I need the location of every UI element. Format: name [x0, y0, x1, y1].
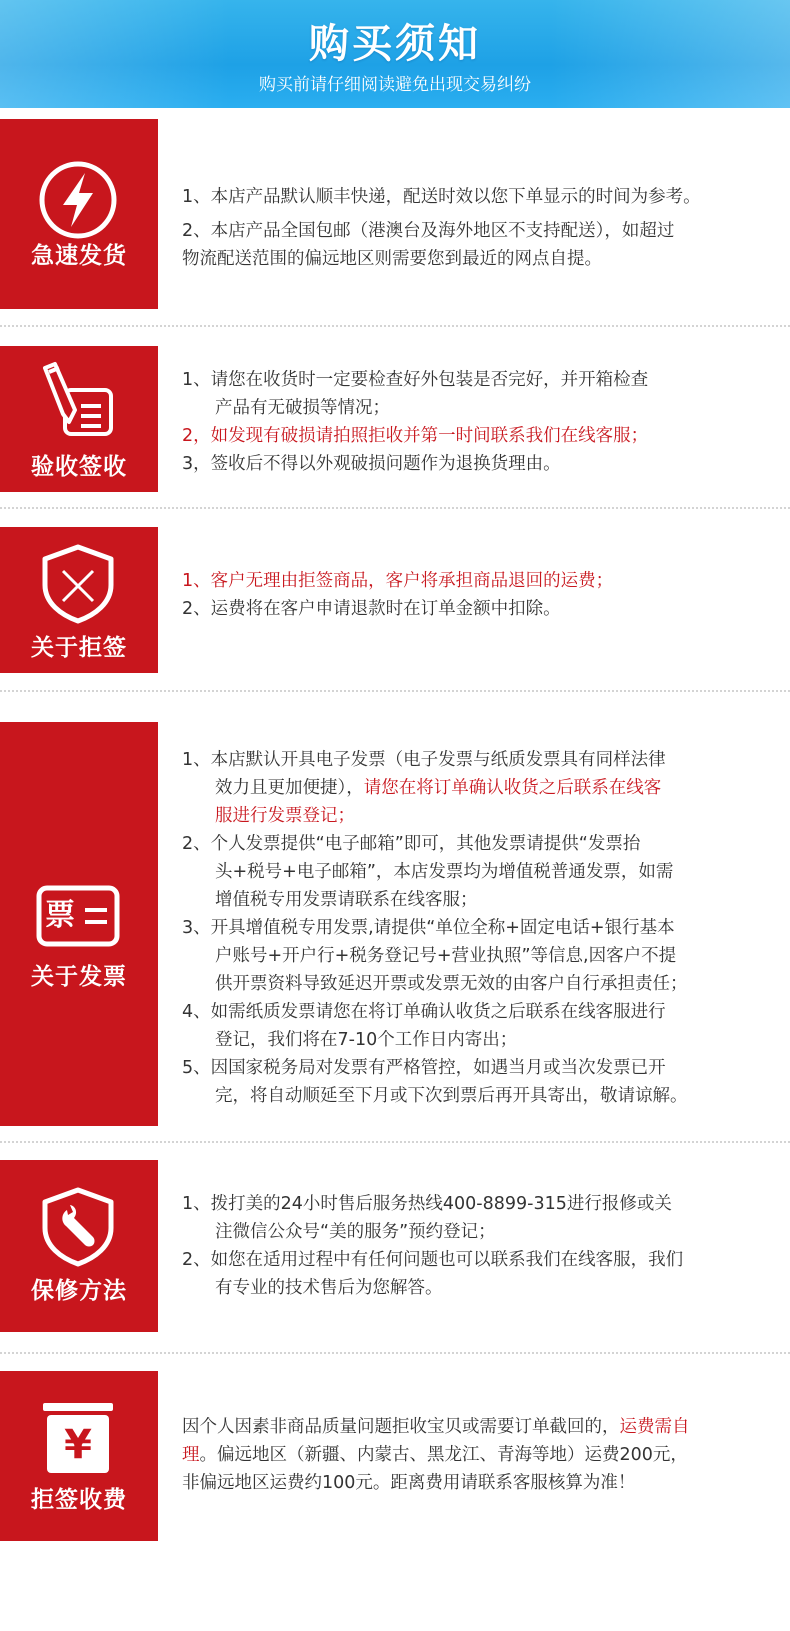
- content-text: 因个人因素非商品质量问题拒收宝贝或需要订单截回的，: [182, 1417, 620, 1437]
- dotted-divider: [0, 1352, 790, 1354]
- page-subtitle: 购买前请仔细阅读避免出现交易纠纷: [259, 75, 531, 95]
- content-line: 4、如需纸质发票请您在将订单确认收货之后联系在线客服进行: [182, 1002, 666, 1022]
- section-badge: [0, 119, 158, 309]
- dotted-divider: [0, 1141, 790, 1143]
- section-content: [182, 366, 772, 478]
- content-line: 物流配送范围的偏远地区则需要您到最近的网点自提。: [182, 249, 602, 269]
- content-text: 。偏远地区（新疆、内蒙古、黑龙江、青海等地）运费200元，: [199, 1445, 688, 1465]
- invoice-icon-glyph: 票: [45, 898, 75, 933]
- content-line: 2，如发现有破损请拍照拒收并第一时间联系我们在线客服；: [182, 426, 649, 446]
- content-line: 完，将自动顺延至下月或下次到票后再开具寄出，敬请谅解。: [215, 1086, 688, 1106]
- content-text-highlight: 运费需自: [619, 1417, 690, 1437]
- section-invoice: [0, 722, 790, 1126]
- section-content: [182, 1413, 772, 1497]
- content-line: 1、本店产品默认顺丰快递，配送时效以您下单显示的时间为参考。: [182, 187, 701, 207]
- yen-icon-glyph: ¥: [64, 1422, 92, 1468]
- content-line: 2、本店产品全国包邮（港澳台及海外地区不支持配送），如超过: [182, 221, 675, 241]
- content-line: 供开票资料导致延迟开票或发票无效的由客户自行承担责任；: [215, 974, 688, 994]
- content-line: 头+税号+电子邮箱”，本店发票均为增值税普通发票，如需: [215, 862, 674, 882]
- section-badge: [0, 346, 158, 492]
- section-label: 验收签收: [31, 454, 127, 480]
- section-label: 保修方法: [31, 1278, 127, 1304]
- section-label: 关于发票: [31, 964, 127, 990]
- content-line: 1、拨打美的24小时售后服务热线400-8899-315进行报修或关: [182, 1194, 672, 1214]
- content-line: 1、客户无理由拒签商品，客户将承担商品退回的运费；: [182, 571, 614, 591]
- pen-sign-icon: [35, 360, 121, 446]
- section-content: [182, 567, 772, 623]
- content-text: 效力且更加便捷），: [215, 778, 364, 798]
- section-fast-delivery: [0, 119, 790, 309]
- content-line: 注微信公众号“美的服务”预约登记；: [215, 1222, 496, 1242]
- yen-icon: [35, 1395, 121, 1481]
- dotted-divider: [0, 507, 790, 509]
- content-line: 5、因国家税务局对发票有严格管控，如遇当月或当次发票已开: [182, 1058, 666, 1078]
- content-line: 3、开具增值税专用发票,请提供“单位全称+固定电话+银行基本: [182, 918, 675, 938]
- content-line: 非偏远地区运费约100元。距离费用请联系客服核算为准！: [182, 1473, 636, 1493]
- section-badge: [0, 722, 158, 1126]
- content-line: [182, 774, 772, 802]
- content-line: 2、运费将在客户申请退款时在订单金额中扣除。: [182, 599, 561, 619]
- invoice-icon: [35, 874, 121, 960]
- content-text-highlight: 请您在将订单确认收货之后联系在线客: [363, 778, 662, 798]
- content-line: 2、如您在适用过程中有任何问题也可以联系我们在线客服，我们: [182, 1250, 684, 1270]
- section-label: 关于拒签: [31, 635, 127, 661]
- section-content: [182, 183, 772, 273]
- section-badge: [0, 1160, 158, 1332]
- content-text-highlight: 理: [182, 1445, 200, 1465]
- content-line: 户账号+开户行+税务登记号+营业执照”等信息,因客户不提: [215, 946, 677, 966]
- content-line: [182, 1413, 772, 1441]
- section-label: 拒签收费: [31, 1487, 127, 1513]
- content-line: 3，签收后不得以外观破损问题作为退换货理由。: [182, 454, 561, 474]
- section-content: [182, 746, 772, 1110]
- section-label: 急速发货: [31, 243, 127, 269]
- content-line: 增值税专用发票请联系在线客服；: [215, 890, 478, 910]
- section-badge: [0, 527, 158, 673]
- dotted-divider: [0, 690, 790, 692]
- content-line: 产品有无破损等情况；: [215, 398, 390, 418]
- section-content: [182, 1190, 772, 1302]
- section-inspection: [0, 346, 790, 492]
- content-line: 登记，我们将在7-10个工作日内寄出；: [215, 1030, 518, 1050]
- page-title: 购买须知: [309, 21, 481, 67]
- lightning-icon: [35, 157, 121, 243]
- section-badge: [0, 1371, 158, 1541]
- dotted-divider: [0, 325, 790, 327]
- section-rejection: [0, 527, 790, 673]
- content-line: 2、个人发票提供“电子邮箱”即可，其他发票请提供“发票抬: [182, 834, 641, 854]
- header-banner: [0, 0, 790, 108]
- content-line: [182, 1441, 772, 1469]
- content-line: 1、本店默认开具电子发票（电子发票与纸质发票具有同样法律: [182, 750, 666, 770]
- shield-x-icon: [35, 541, 121, 627]
- shield-wrench-icon: [35, 1184, 121, 1270]
- content-line: 有专业的技术售后为您解答。: [215, 1278, 443, 1298]
- section-rejection-fee: [0, 1371, 790, 1541]
- content-line: 服进行发票登记；: [215, 806, 355, 826]
- content-line: 1、请您在收货时一定要检查好外包装是否完好，并开箱检查: [182, 370, 649, 390]
- section-warranty: [0, 1160, 790, 1332]
